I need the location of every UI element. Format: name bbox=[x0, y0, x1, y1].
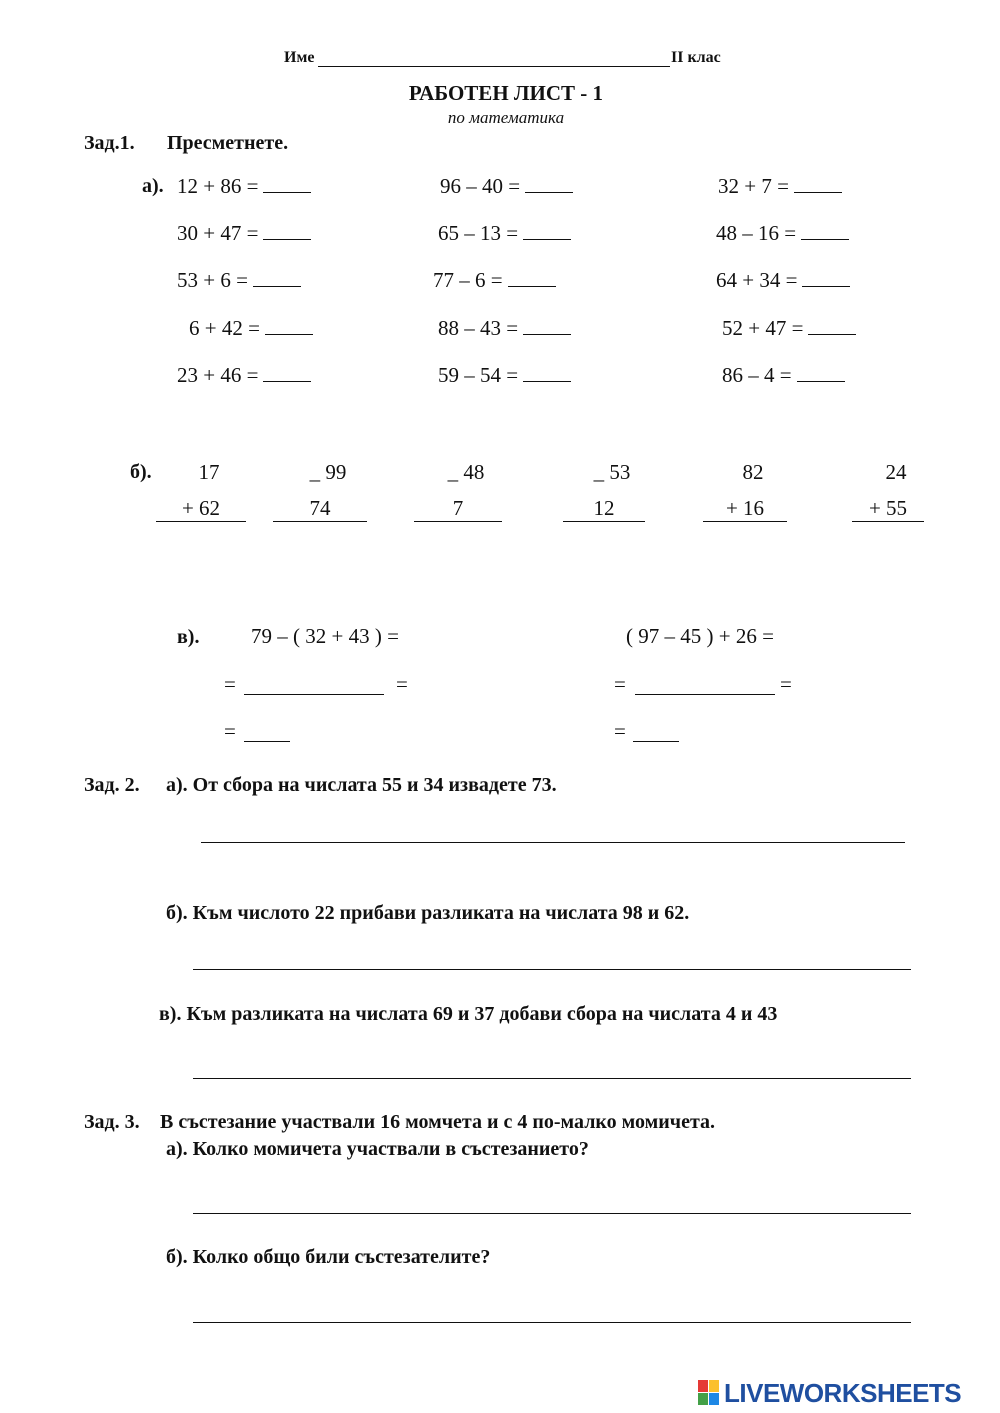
task2c-answer-line[interactable] bbox=[193, 1078, 911, 1079]
task1a-answer-blank[interactable] bbox=[523, 221, 571, 240]
task1a-expression: 48 – 16 = bbox=[716, 221, 797, 245]
task1a-answer-blank[interactable] bbox=[801, 221, 849, 240]
task1c-answer-line-2[interactable] bbox=[633, 741, 679, 742]
class-label: II клас bbox=[671, 49, 721, 66]
task3b-answer-line[interactable] bbox=[193, 1322, 911, 1323]
task1b-top-number: 82 bbox=[742, 460, 764, 484]
liveworksheets-logo-icon bbox=[698, 1380, 720, 1406]
task1c-step-line-1[interactable] bbox=[244, 694, 384, 695]
task1a-expression: 86 – 4 = bbox=[722, 363, 792, 387]
task1c-expression-1: 79 – ( 32 + 43 ) = bbox=[251, 624, 399, 648]
worksheet-subtitle: по математика bbox=[447, 108, 565, 127]
task1c-eq-sign: = bbox=[780, 672, 792, 696]
task1a-answer-blank[interactable] bbox=[523, 316, 571, 335]
task1a-problem bbox=[189, 316, 313, 341]
task2a-answer-line[interactable] bbox=[201, 842, 905, 843]
task1a-problem bbox=[722, 363, 845, 388]
task1a-expression: 64 + 34 = bbox=[716, 268, 798, 292]
task1b-top-number: _ 53 bbox=[593, 460, 631, 484]
task1a-expression: 53 + 6 = bbox=[177, 268, 248, 292]
task2c-question: в). Към разликата на числата 69 и 37 добави сбора на числата 4 и 43 bbox=[159, 1003, 778, 1025]
task1a-problem bbox=[438, 316, 571, 341]
task1c-eq-sign: = bbox=[396, 672, 408, 696]
task1a-problem bbox=[438, 363, 571, 388]
task1b-bottom-number[interactable]: 74 bbox=[273, 495, 367, 522]
task1a-expression: 32 + 7 = bbox=[718, 174, 789, 198]
task3b-question: б). Колко общо били състезателите? bbox=[166, 1246, 491, 1268]
task1c-expression-2: ( 97 – 45 ) + 26 = bbox=[626, 624, 774, 648]
name-input-line[interactable] bbox=[318, 66, 670, 67]
task1a-problem bbox=[438, 221, 571, 246]
task1a-answer-blank[interactable] bbox=[265, 316, 313, 335]
task1a-answer-blank[interactable] bbox=[808, 316, 856, 335]
task2-label: Зад. 2. bbox=[84, 774, 140, 796]
task1a-problem bbox=[177, 221, 311, 246]
task1c-eq-sign: = bbox=[224, 719, 236, 743]
task3a-answer-line[interactable] bbox=[193, 1213, 911, 1214]
task1b-bottom-number[interactable]: 7 bbox=[414, 495, 502, 522]
task1b-top-number: _ 99 bbox=[309, 460, 347, 484]
task1b-bottom-number[interactable]: 12 bbox=[563, 495, 645, 522]
task1a-answer-blank[interactable] bbox=[263, 221, 311, 240]
task1a-problem bbox=[177, 174, 311, 199]
task1a-answer-blank[interactable] bbox=[508, 268, 556, 287]
task1b-label: б). bbox=[130, 461, 152, 483]
task1a-problem bbox=[433, 268, 556, 293]
task1a-expression: 52 + 47 = bbox=[722, 316, 804, 340]
task2a-question: а). От сбора на числата 55 и 34 извадете 73. bbox=[166, 774, 557, 796]
task1-label: Зад.1. bbox=[84, 132, 135, 154]
task1a-expression: 59 – 54 = bbox=[438, 363, 519, 387]
task1a-problem bbox=[716, 268, 850, 293]
task1b-bottom-number[interactable]: + 55 bbox=[852, 495, 924, 522]
task1c-step-line-2[interactable] bbox=[635, 694, 775, 695]
task1a-expression: 23 + 46 = bbox=[177, 363, 259, 387]
task1a-label: а). bbox=[142, 175, 164, 197]
task1a-problem bbox=[177, 268, 301, 293]
task1a-expression: 12 + 86 = bbox=[177, 174, 259, 198]
task3a-question: а). Колко момичета участвали в състезанието? bbox=[166, 1138, 589, 1160]
task1c-eq-sign: = bbox=[614, 719, 626, 743]
liveworksheets-logo-text: LIVEWORKSHEETS bbox=[724, 1377, 962, 1408]
task1a-problem bbox=[440, 174, 573, 199]
task1a-answer-blank[interactable] bbox=[525, 174, 573, 193]
task2b-answer-line[interactable] bbox=[193, 969, 911, 970]
task1b-top-number: _ 48 bbox=[447, 460, 485, 484]
task1c-eq-sign: = bbox=[224, 672, 236, 696]
task1a-expression: 6 + 42 = bbox=[189, 316, 260, 340]
task1a-expression: 88 – 43 = bbox=[438, 316, 519, 340]
task1a-answer-blank[interactable] bbox=[263, 363, 311, 382]
task1a-expression: 77 – 6 = bbox=[433, 268, 503, 292]
worksheet-title: РАБОТЕН ЛИСТ - 1 bbox=[408, 81, 604, 105]
task3-label: Зад. 3. bbox=[84, 1111, 140, 1133]
task1a-problem bbox=[718, 174, 842, 199]
task1a-problem bbox=[722, 316, 856, 341]
name-label: Име bbox=[284, 49, 315, 66]
task1c-answer-line-1[interactable] bbox=[244, 741, 290, 742]
task1a-answer-blank[interactable] bbox=[802, 268, 850, 287]
task1c-eq-sign: = bbox=[614, 672, 626, 696]
task1b-top-number: 24 bbox=[885, 460, 907, 484]
task1a-answer-blank[interactable] bbox=[794, 174, 842, 193]
task1a-answer-blank[interactable] bbox=[253, 268, 301, 287]
task1b-bottom-number[interactable]: + 16 bbox=[703, 495, 787, 522]
task1a-answer-blank[interactable] bbox=[797, 363, 845, 382]
task1-instruction: Пресметнете. bbox=[167, 132, 289, 154]
task1c-label: в). bbox=[177, 626, 200, 648]
task1a-expression: 65 – 13 = bbox=[438, 221, 519, 245]
task1a-problem bbox=[716, 221, 849, 246]
task1a-answer-blank[interactable] bbox=[523, 363, 571, 382]
task1a-answer-blank[interactable] bbox=[263, 174, 311, 193]
task1b-bottom-number[interactable]: + 62 bbox=[156, 495, 246, 522]
task3-intro: В състезание участвали 16 момчета и с 4 по-малко момичета. bbox=[160, 1111, 716, 1133]
task1a-expression: 30 + 47 = bbox=[177, 221, 259, 245]
task1b-top-number: 17 bbox=[198, 460, 220, 484]
task1a-expression: 96 – 40 = bbox=[440, 174, 521, 198]
task1a-problem bbox=[177, 363, 311, 388]
task2b-question: б). Към числото 22 прибави разликата на числата 98 и 62. bbox=[166, 902, 690, 924]
liveworksheets-watermark bbox=[698, 1377, 961, 1409]
